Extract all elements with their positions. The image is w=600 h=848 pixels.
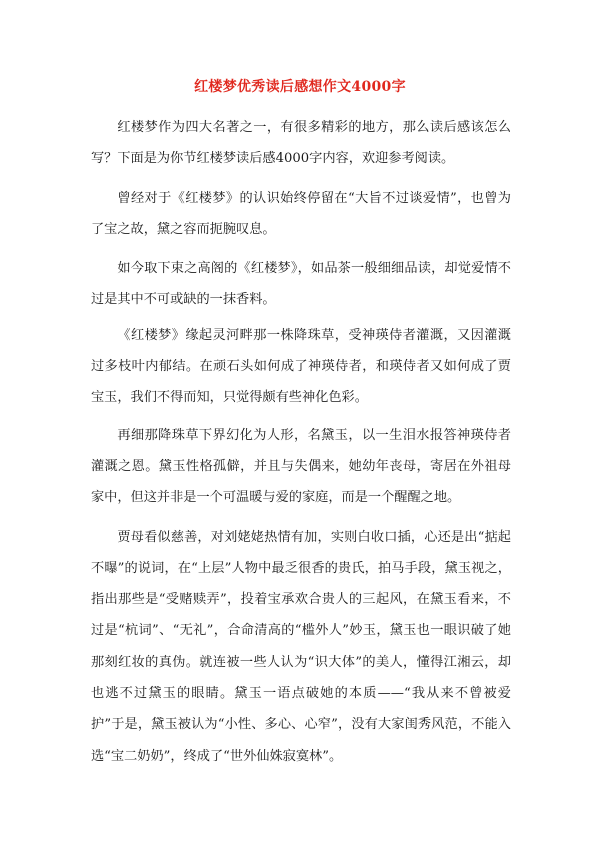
document-title: 红楼梦优秀读后感想作文4000字 <box>194 79 406 95</box>
paragraph-1: 红楼梦作为四大名著之一，有很多精彩的地方，那么读后感该怎么写？下面是为你节红楼梦读后感4000字内容，欢迎参考阅读。 <box>91 120 511 167</box>
document-body <box>91 112 511 780</box>
paragraph-4: 《红楼梦》缘起灵河畔那一株降珠草，受神瑛侍者灌溉，又因灌溉过多枝叶内郁结。在顽石头如何成了神瑛侍者，和瑛侍者又如何成了贾宝玉，我们不得而知，只觉得颇有些神化色彩。 <box>91 327 511 406</box>
paragraph-3: 如今取下束之高阁的《红楼梦》，如品茶一般细细品读，却觉爱情不过是其中不可或缺的一抹香料。 <box>91 261 511 308</box>
paragraph-6: 贾母看似慈善，对刘姥姥热情有加，实则白收口插，心还是出“掂起不曝”的说词，在“上层”人物中最乏很香的贵氏，拍马手段，黛玉视之，指出那些是“受赌赎弄”，投着宝承欢合贵人的三起风，在黛玉看来，不过是“杭词”、“无礼”，合命清高的“槛外人”妙玉，黛玉也一眼识破了她那刻红妆的真伪。就连被一些人认为“识大体”的美人，懂得江湘云，却也逃不过黛玉的眼睛。黛玉一语点破她的本质——“我从来不曾被爱护”于是，黛玉被认为“小性、多心、心窄”，没有大家闺秀风范，不能入选“宝二奶奶”，终成了“世外仙姝寂寞林”。 <box>91 529 511 764</box>
paragraph-5: 再细那降珠草下界幻化为人形，名黛玉，以一生泪水报答神瑛侍者灌溉之恩。黛玉性格孤僻，并且与失偶来，她幼年丧母，寄居在外祖母家中，但这并非是一个可温暖与爱的家庭，而是一个醒醒之地。 <box>91 427 511 506</box>
paragraph-2: 曾经对于《红楼梦》的认识始终停留在“大旨不过谈爱情”，也曾为了宝之故，黛之容而扼腕叹息。 <box>91 190 511 237</box>
